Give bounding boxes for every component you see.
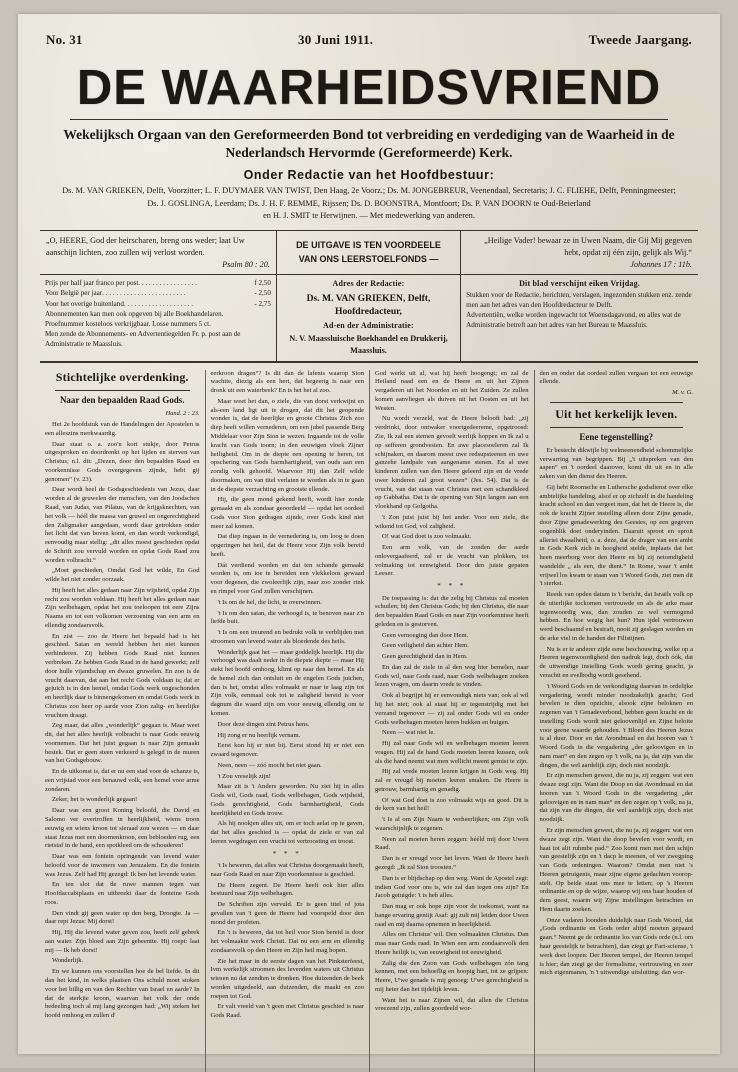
price-amount: - 2,75 — [254, 299, 271, 308]
price-label: Voor het overige buitenland — [45, 299, 124, 308]
quote-left-text: „O, HEERE, God der heirscharen, breng ons weder; laat Uw aanschijn lichten, zoo zullen wij verlost worden. — [46, 235, 245, 257]
paragraph: En ten slot dat de ruwe mannen tegen van Hoofdaccabiplaats en uitbreekt daar de fonteine Gods roos. — [45, 881, 200, 906]
paragraph: Er zijn menschen gewest, die nu ja, zij zeggen: wat een dwaze zegt zijn. Want die Doop en dat Avondmaal en dat hooren van 't Woord Gods in die vergadering „der geloovigen en in nam man“ en den zegen op 't volk, na ja, dat zijn van die dingen, die wel aardelijk zijn, doch niet noodzijk. — [539, 772, 693, 824]
subtitle-line-1: Wekelijksch Orgaan van den Gereformeerden Bond tot verbreiding en verdediging van de Waarheid in de — [63, 127, 675, 142]
publication-note-line-2: VAN ONS LEERSTOELFONDS — — [298, 253, 439, 264]
price-amount: - 2,50 — [254, 289, 271, 298]
paragraph: Zeker, het is wonderlijk gegaan! — [52, 796, 138, 804]
price-dots: . . . . . . . . . . . . . . . . . . . . — [123, 299, 194, 308]
editors-line-2: Ds. J. GOSLINGA, Leerdam; Ds. J. H. F. REMME, Rijssen; Ds. D. BOONSTRA, Montfoort; Ds. P. VAN DOORN te Oud-Beierland — [147, 198, 591, 208]
address-editor: Ds. M. VAN GRIEKEN, Delft, Hoofdredacteur, — [306, 292, 431, 318]
paragraph: 't Is om een treurend en bedrukt volk te verblijden met stroomen van levend water als bloedende des heils. — [210, 629, 364, 645]
editors-line-3: en H. J. SMIT te Herwijnen. — Met medewerking van anderen. — [263, 211, 475, 221]
paragraph: Want het is naar Zijnen wil, dat allen die Christus vreezend zijn, zullen goordeeld wor- — [375, 996, 529, 1013]
paragraph: Dat diep ingaan in de vernedering is, om loog te doen opgeringen het heil, dat de Heere voor Zijn volk bereid heeft. — [210, 533, 364, 558]
price-label: Voor België per jaar — [45, 289, 103, 298]
paragraph: Hij heeft het alles gedaan naar Zijn wijsheid, opdat Zijn recht zou worden voldaan. Hij heeft het alles gedaan naar Zijn welbehagen, opdat het zou toeloopen tot eere Zijns Naams en tot een volkomen verzoening van een arm en ellendig zondaarsvolk. — [45, 586, 200, 629]
paragraph: 't Zou vreselijk zijn! — [217, 772, 271, 780]
paragraph: O! wat God doet is zoo volmaakt. — [382, 533, 472, 541]
price-label: Prijs per half jaar franco per post — [45, 279, 139, 288]
paragraph: En dan zal de ziele in al den weg hier bemelen, naar Gods wil, naar Gods raad, naar Gods welbehagen zoeken lezen vragen, om daarin vrede te vinden. — [375, 663, 529, 689]
paragraph: Hij zong er nu heerlijk vernam. — [217, 731, 301, 739]
price-amount: f 2,50 — [254, 279, 271, 288]
quote-left-source: Psalm 80 : 20. — [222, 259, 270, 269]
volume-label: Tweede Jaargang. — [588, 32, 692, 47]
subscription-box — [40, 275, 277, 360]
issue-number: No. 31 — [46, 32, 83, 47]
publication-note-line-1: DE UITGAVE IS TEN VOORDEELE — [296, 240, 441, 251]
column-4 — [534, 370, 699, 1072]
paragraph: Daar wordt heel de Godsgeschiedenis van Jezus, daar worden al de gruwelen der menschen, van den Joodschen Raad, van Judas, van Pilatus, van de krijgsknechten, van het volk — héél die massa van gruwel en ongerechtigheid den Zaligmaker aangedaan, wordt daar getrokken onder het licht dat van boven komt, en dan wordt verkondigd, eenvoudig maar stellig: „dit alles moest geschieden opdat de Schrift zou vervuld worden en opdat Gods Raad zou worden volbracht.“ — [45, 486, 200, 564]
quote-bar — [40, 230, 698, 276]
subscription-note-2: Proefnummer kosteloos verkrijgbaar. Losse nummers 5 ct. — [45, 319, 211, 328]
paragraph: De Heere zegent. De Heere heeft ook hier alles bestuurd naar Zijn welbehagen. — [210, 881, 364, 898]
info-bar — [40, 275, 698, 362]
quote-right-source: Johannes 17 : 11b. — [630, 259, 692, 269]
paragraph: 't Zon juist juist bij het ander. Voor een ziele, die wikend tot God, vol zaligheid. — [375, 513, 529, 530]
paragraph: den en onder dat oordeel zullen vergaan tot een eeuwige ellende. — [539, 369, 693, 386]
paragraph: Daar was een groot Koning beloofd, die David en Salomo ver overtroffen in heerlijkheid, wiens troon eeuwig en wiens kroon tot sieraad zou wezen — en daar staat Jezus met een doornenkroon, een bebloeden rug, een rietstaf in de hand, een spotkleed om de schouderen! — [45, 807, 200, 850]
paragraph: De Schriften zijn vervuld. Er is geen titel of jota gevallen van 't geen de Heere had voorspeld door den mond der profeten. — [210, 901, 364, 926]
subtitle-line-2: Nederlandsch Hervormde (Gereformeerde) Kerk. — [225, 145, 513, 161]
article-signature: M. v. G. — [672, 389, 693, 397]
paragraph: Dan is er vreugd voor het leven. Want de Heere heeft gezegd: „Ik zal Sion troosten.“ — [375, 855, 529, 871]
price-dots: . . . . . . . . . . . . . . . . . — [138, 279, 197, 288]
publication-frequency: Dit blad verschijnt eiken Vrijdag. — [519, 279, 641, 289]
paragraph: Neen zal moeien heren zeggen: hééld mij door Uwen Raad. — [375, 835, 529, 852]
publication-info-box — [461, 275, 698, 360]
column-1 — [40, 370, 205, 1072]
paragraph: „Moet geschieden, Omdat God het wilde, En God wilde het niet zonder oorzaak. — [45, 567, 200, 584]
quote-right — [461, 231, 698, 275]
paragraph: En we kunnen ons voorstellen hoe de bel liefde. In dit dan het kind, in welks plaatsen Ons schuld moet stoken voor het billig en van den Rechter van Israel en aarde? In dat de sterkjie kroon, waarvan het volk der onde bedeeling toch al mij lang gezongen had: „Wij steken het hoofd omhoog en zullen d' — [45, 968, 200, 1020]
paragraph: Hij, die geen mond gekend heeft, wordt hier zonde gemaakt en als zondaar geoordeeld — opdat het oordeel Gods voor Sion gedragen zijnde, over Gods kind niet meer zal komen. — [210, 496, 364, 530]
paragraph: Eerst kon hij er niet bij. Eerst stond hij er niet een zwaard tegenover. — [210, 742, 364, 759]
paragraph: Er bestecht dikwijle bij welmeenendheid schommelijke verwarring van begrippen. Bij „'t uitspreken van den aapen“ en 't oordeel daarover, komt dit uit en in alle zaken van den dienst des Heeren. — [539, 446, 693, 481]
column-1-subheading: Naar den bepaalden Raad Gods. — [59, 394, 185, 405]
paragraph: Door deze dingen zint Petrus hens. — [217, 720, 310, 728]
paragraph: 't Is al om Zijn Naam te verheerlijken; om Zijn volk waarschijnlijk te zegenen. — [375, 816, 529, 832]
column-3 — [369, 370, 534, 1072]
address-admin: N. V. Maassluische Boekhandel en Drukkerij, Maassluis. — [289, 334, 448, 355]
paragraph: Zalig die den Zoon van Gods welbehagen zón tang kennen, met een behoeflig en hoopig hart, tot ze grijpen: Heere, U'we genade is mij genoeg; U'we gerechtigheid is mij heter dan het tijdelijk leven. — [375, 959, 529, 993]
paragraph: Onze vadaren loonden duidelijk naar Gods Woord, dat „Gods ordinantie en Gods order altijd moeten gepaard gaan.“ Neemt ge de ordinantie los van Gods orde (n.l. om haar geestelijk te betrachten), dan ziegt ge Fari-sciense, 't werk doet loopen: Der Heeren tempel, der Heeren tempel is hier; dan ziegt ge der formalisme, vertrouwing en zeer mich eigenmanen, 'n 't uitwendige uitsluiting; dan wor- — [539, 916, 693, 977]
paragraph: Nu wordt verzeld, wat de Heere belooft had: „zij verdrinkt, door ontwaker voortgedeereme, opgetroosd: Zie, Ik zal een stemen gevoelt werlijk hoppen en Ik zal u op sefferen grondvesten. En awe placesoeleren zal Ik schijnaken, en daarom meest uwe redsupsteenen en uwe ganzehe landpale van aangename stenen. En al uwe kinderen zullen van den Heere geleerd zijn en de vrede uwer kinderen zal groot wezen“ (Jes. 54). Dat is de vrucht, van dat staan van Christus met een schandkleed op Gabbatha. Dat is de opening van Sijn langen aan een vloekhand op Golgotha. — [375, 415, 529, 511]
paragraph: Zeg maar, dat alles „wonderlijk“ gegaan is. Maar weet dit, dat het alles heerlijk volbracht is naar Gods eeuwig voornemen. Dat het juist gegaan is naar Zijn gemaakt bestek. Dat er geen steen verkeerd is gelegd in de muren van het Godsgebouw. — [45, 722, 200, 765]
masthead-divider — [70, 119, 668, 120]
paragraph: Ook al begrijpt hij er eenvoudigk niets van; ook al wil hij het niet; ook al staat hij er tegenstrijdig met het verzand tegenover — zij zal onder Gods wil en onder Gods welbehagen moeten heren bukken en buigen. — [375, 692, 529, 726]
paragraph: Zie het maar in de eerste dagen van het Pinksterfeest, Ivm werkelijk stroomen des levenden waters uit Christus wiesen nu dat zendten te dronken. Hoe duizenden de beek worden uitgedeeld, aan duizenden, die maakt en zoo roepen tot God. — [210, 957, 364, 1000]
paragraph: Er zijn menschen gewest, die nu ja, zij zeggen: wat een dwaze zegt zijn. Want die doop bevelen voor wordt, en haat tot alit ruhmbe pad.“ Zoo komt men met den schijn van geestelijk zijn en 't dacp le meenen, of ver zwegping van Gods ordeningen. Waarom? Omdat men niet 's Heeren getruigenis, maar zijne eigene gedachten voorop-stelt. Op beide staat ons mee te letten; op 's Heeren ordinantie en op de wijze, waarop wij ons haar houden of dem geest, waarin wij Zijne instellingen betrachten en Hem daarin zoeken. — [539, 827, 693, 913]
paragraph: Alles om Christus' wil. Den volmaakten Christus. Dan maa naar Gods raad. In Wien een arm zondaarsvolk den Heere heilijk is, van eeuwigheid tot eeuwigheid. — [375, 931, 529, 956]
price-row — [45, 288, 271, 298]
address-heading: Adres der Redactie: — [332, 279, 405, 289]
paragraph: O! wat God doet is zoo volmaakt wijs en goed. Dit is de kern van het heil! — [375, 796, 529, 813]
paragraph: Maar weet het dan, o ziele, die van dorst verkwijnt en als-een land ligt uit te drogen, dat dit het geopende wonder is, dat de heerlijke en groote Christus Zich zoo diep heeft willen vernederen, om een jubel passende Berg Middelaar voor Zijn Sion te wezen. Ingaande tot de volle kracht van Gods toorn; in den eeuwigen vloek Zijner heiligheid. Om in de diepte een opening te heren, tot opschering van Gods barmhartigheid, van ouds aan een zondig volk gehoofd. Waarvoor Hij dan Zelf wilde doormaken, om van titel verlaten te worden als in te gaan in de diepste verzachting en grootste ellende. — [210, 397, 364, 493]
price-row — [45, 299, 271, 309]
paragraph: Neen, neen — zóó mocht het niet gaan. — [217, 761, 322, 769]
paragraph: Geen veiligheid dan achter Hem. — [382, 642, 469, 650]
address-admin-heading: Ad-en der Administratie: — [323, 321, 414, 330]
paragraph: Wonderlijk. — [52, 957, 84, 965]
paragraph: Daar was een fontein opringende van levend water beloofd voor de inwoners van Jeruzalem. En die fontein was Jezus. Zelf had Hij gezegd: Ik ben het levende water. — [45, 853, 200, 878]
submission-note-1: Stukken voor de Redactie, berichten, verslagen, ingezonden stukken enz. zende men aan het adres van den Hoofdredacteur te Delft. — [466, 290, 692, 309]
article-columns — [40, 370, 698, 1072]
paragraph: Nu is er te anderer zijde eene beschouwing, welke op a Heeren tegenwoordigheid den nadruk legt, doch óók, dat de uitwendige instelling Gods wordt gering geacht, ja verachtt en evelbodig wordt gesehend. — [539, 645, 693, 679]
paragraph: De toepassing is: dat die zelig bij Christus zal moeten schuilen; bij den Christus Gods; bij den Christus, die naar den bepaalden Raad Gods en naar Zijn voorkennisse heeft geleden en is gestorven. — [375, 594, 529, 628]
paragraph: 't Is om de hel, die licht, te overwinnen. — [217, 598, 322, 606]
page-title: DE WAARHEIDSVRIEND — [76, 61, 662, 115]
column-4-subheading: Eene tegenstelling? — [579, 431, 654, 442]
paragraph: Gij hebt Roomsche en Luthersche godsdienst over elke ambtelijke handeling, alsof er op zichzelf in die handeling kracht school en dan vergeet men, dat het de Heere is, die ook de kracht Zijner instelling alleen door Zijne genade, door Zijne genadewerking des Geestes, op een gegeven oogenblik doet onderyinden. Daaruit sproot en sproit alleriei dwaalheid, o. a. deze, dat de drager van een ambt in Gods Kerk zich in hoogheid stelde, inplaats dat het heen meerborg voor den Heere en bij zij netomdigheid wandelde „ als een, die dient.“ In Rome, waar 't ambt vrijwel los kwam te staan van 't Woord Gods, ziet men dit 't sterkst. — [539, 483, 693, 588]
column-1-heading: Stichtelijke overdenking. — [55, 369, 189, 384]
paragraph: Er valt vreeld van 't geen met Christus geschied is naar Gods Raad. — [210, 1003, 364, 1020]
paragraph: Hij, Hij die levend water geven zou, heeft zelf gebrek aan water. Zijn bloed aan Zijn gebeentte. Hij roept: laat mij — Ik heb dorst! — [45, 929, 200, 954]
paragraph: Wonderlijk gaat het — maar goddelijk heerlijk. Hij die verhoogd was daalt neder in de diepste diepte — maar Hij stekt het hoofd omhoog, klimt op naar den hemel. En als de hemel zich dan ontsluit en de engelen Gods juichen, dan is het, omdat alles volmaakt er naar te laag zijn tot Zijn volk, eenmaal ook tot te zaligheid bereid is voor dagnum die waard zijn om voor eeuwig ellendig om te komen. — [210, 648, 364, 717]
section-separator: * * * — [272, 849, 302, 858]
address-box — [277, 275, 461, 360]
editorial-heading: Onder Redactie van het Hoofdbestuur: — [243, 168, 495, 183]
column-4-rule — [550, 402, 684, 403]
column-4-rule-2 — [550, 427, 684, 428]
paragraph: 't Is om den satan, die verhoogd is, te benoven naar z'n liefde buit. — [210, 609, 364, 626]
paragraph: En de uitkomst is, dat er nu een stad voor de schanze is, een vrijstad voor een benauwd volk, een hemel voor arme zondaren. — [45, 768, 200, 793]
paragraph: Hij zal naar Gods wil en welbehagen moeten leeren vragen. Hij zal de hand Gods moeten leeren kussen, ook als die hand neemt wat men wellicht meent gemist te zijn. — [375, 740, 529, 765]
issue-date: 30 Juni 1911. — [298, 32, 374, 47]
paragraph: Reeds van opden datum is 't bericht, dat Israëls volk op de uiterlijke tockomen vertrouwde en als de arke maar tegenwoordig was, dan zouden ze wel vermogend hebben. En hoe wegig het hun? Hun ijdel vertrouwen werd beschaamd en bestraft, nooit zij geslagen worden en de arke viel in de handen der Filistijnen. — [539, 591, 693, 642]
price-dots: . . . . . . . . . . . . . . . . . . . . . . . . — [102, 289, 186, 298]
paragraph: 't Is heweren, dat alles wat Christus doorgemaakt heeft, naar Gods Raad en naar Zijn voorkennisse is geschied. — [210, 861, 364, 878]
paragraph: 't Woord Gods en de verkondiging daarvan in ordelijke vergadering, wordt minder noodzakelijk geacht; God bevelen te dien opzichte, alsook zijne beloknen en zegenen van 't Genadeverbond, hebben geen kracht en de instelling Gods wordt niet geloovenlijd en Zijne beloite voor geene waarde gehouden. 't Bloed des Heeren Jezus is al duur. Door en dat Avondmaal en dat hooren van 't Woord Gods in die vergadering „der geloovigen en in nam man“ en den zegen op 't volk, na ja, dat zijn van die dingen, die wel aardelijk zijn, doch niet noodzijk. — [539, 682, 693, 769]
paragraph: God werkt uit al, wat hij heeft hoogengt; en zal de Heiland naad een en de Heere en uit het Zijnen vergaderen uit het Noorden en uit het Zuiden. Ze zullen komen aanvliegen als duiven uit het Oosten en uit het Westen. — [375, 369, 529, 412]
paragraph: Geen gerechtigheid dan in Hem. — [382, 653, 468, 661]
paragraph: Daar staat o. a. zoo'n kort stukje, door Petrus uitgesproken en doordrenkt op het lijden en sterven van Christus; n.l. dit: „Dezen, door den bepaalden Raad en voorkennisse Gods overgegeven zijnde, hebt gij genomen“ (v. 23). — [45, 440, 200, 483]
paragraph: Geen vernoeging dan door Hem. — [382, 631, 469, 639]
paragraph: Dan is er blijdschap op den weg. Want de Apostel zegt: indien God voor ons is, wie zal dan tegen ons zijn? En Jacob getuigde: 't is heb alles. — [375, 874, 529, 900]
column-1-rule — [55, 390, 190, 391]
paragraph: Hij zal vrede moeten leeren krijgen in Gods weg. Hij zal er vreugd bij moeten leeren smaken. De Heere is getrouw, barmhartig en genadig. — [375, 768, 529, 793]
paragraph: Het 2e hoofdstuk van de Handelingen der Apostelen is een alleszins merkwaardig. — [45, 421, 200, 437]
column-1-reference: Hand. 2 : 23. — [165, 409, 200, 417]
submission-note-2: Advertentiën, welke worden ingewacht tot Woensdagavond, en alles wat de Administratie betreft aan het adres van het Bureau te Maassluis. — [466, 310, 681, 329]
masthead-subtitle — [60, 126, 678, 162]
paragraph: Een arm volk, van de zonden der aarde onlovergaafeerd, zal er de vrucht van plokken, tot volmaking tot eenwigheid. Door den juiste gepaten Leeser. — [375, 544, 529, 578]
section-separator: * * * — [437, 582, 467, 591]
quote-right-text: „Heilige Vader! bewaar ze in Uwen Naam, die Gij Mij gegeven hebt, opdat zij één zijn, gelijk als Wij.“ — [484, 235, 692, 257]
paragraph: Den vindt gij geen water op den berg, Droogte. Ja — daar rept Jezus: Mij dorst! — [45, 909, 200, 926]
paragraph: Dát verdiend worden en dat ten schande gemaakt worden is, om toe te bereiden een vlekkeloos gewaad voor degenen, die zwoleerlijk zijn, naar zoo zonder rink en rimpel voor God zullen verschijnen. — [210, 561, 364, 596]
paragraph: Maar zit is 't Anders geworden. Nu ziet hij in alles Gods wil, Gods raad, Gods welbehagen, Gods wijsheid, Gods gerechtigheid, Gods barmhartigheid, Gods heerlijkheid en Gods trouw. — [210, 783, 364, 817]
column-4-heading: Uit het kerkelijk leven. — [555, 406, 678, 421]
paragraph: En 't is heweren, dat tot heil voor Sion bereid is door het volmaakte werk Christi. Dat nu een arm en ellendig zondaarsvolk op den Heere en Zijn heil mag hopen. — [210, 929, 364, 954]
quote-left — [40, 231, 277, 275]
subscription-note-1: Abonnementen kan men ook opgeven bij alle Boekhandelaren. — [45, 309, 224, 318]
paragraph: Dan mag er ook hope zijn voor de toekomst, want na bange ervaring geniijt Asaf: gij zult mij leiden door Uwen raad en mij daarna opnemen in heerlijkheid. — [375, 903, 529, 928]
publication-note — [277, 231, 461, 275]
price-row — [45, 278, 271, 288]
paragraph: Als hij nookjen alles uit, om er toch aelat op te gaven, dat het alles geschied is — opdat de ziele er van zal leeren wegdragen een vrucht tot vertroosting en troost. — [210, 820, 364, 845]
column-2 — [205, 370, 370, 1072]
editors-line-1: Ds. M. VAN GRIEKEN, Delft, Voorzitter; L. F. DUYMAER VAN TWIST, Den Haag, 2e Voorz.; Ds. M. JONGEBREUR, Veenendaal, Secretaris; J. C. FLIEHE, Delft, Penningmeester; — [62, 186, 676, 196]
paragraph: En zist — zoo de Heere het bepaald had is het geschied. Satan en wereld hebben het niet kunnen verhinderen. Zij hebben Gods Raad niet kunnen verbreken. Ze hebben Gods Raad in de hand gewerkt; zelf door hulle vijandschap en dwaze gruwelen. En zoo is de vrucht daarvan, dat aan het recht Gods voldaan is; dat er gejuich is in den hemel, omdat Gods werk ongeschonden en heerlijk daar is binnengekomen en omdat Gods werk in Christus zoo heer op aarde voor Zion zalig- en heerlijke vruchten draagt. — [45, 632, 200, 719]
paragraph: Neen — wat niet le. — [382, 729, 435, 737]
editors-list — [40, 185, 698, 222]
subscription-note-3: Men zende de Abonnements- en Advertentiegelden Fr. p. post aan de Administratie te Maassluis. — [45, 329, 241, 348]
masthead-topline — [40, 32, 698, 48]
paragraph: eerkroon dragen“? Is dit dan de lafenis waarop Sion wachtte, diezig als een hert, dat begeerig is naar een dronk uit een waterbeek? En is het het al zoo. — [210, 369, 364, 395]
newspaper-sheet — [18, 14, 720, 1054]
